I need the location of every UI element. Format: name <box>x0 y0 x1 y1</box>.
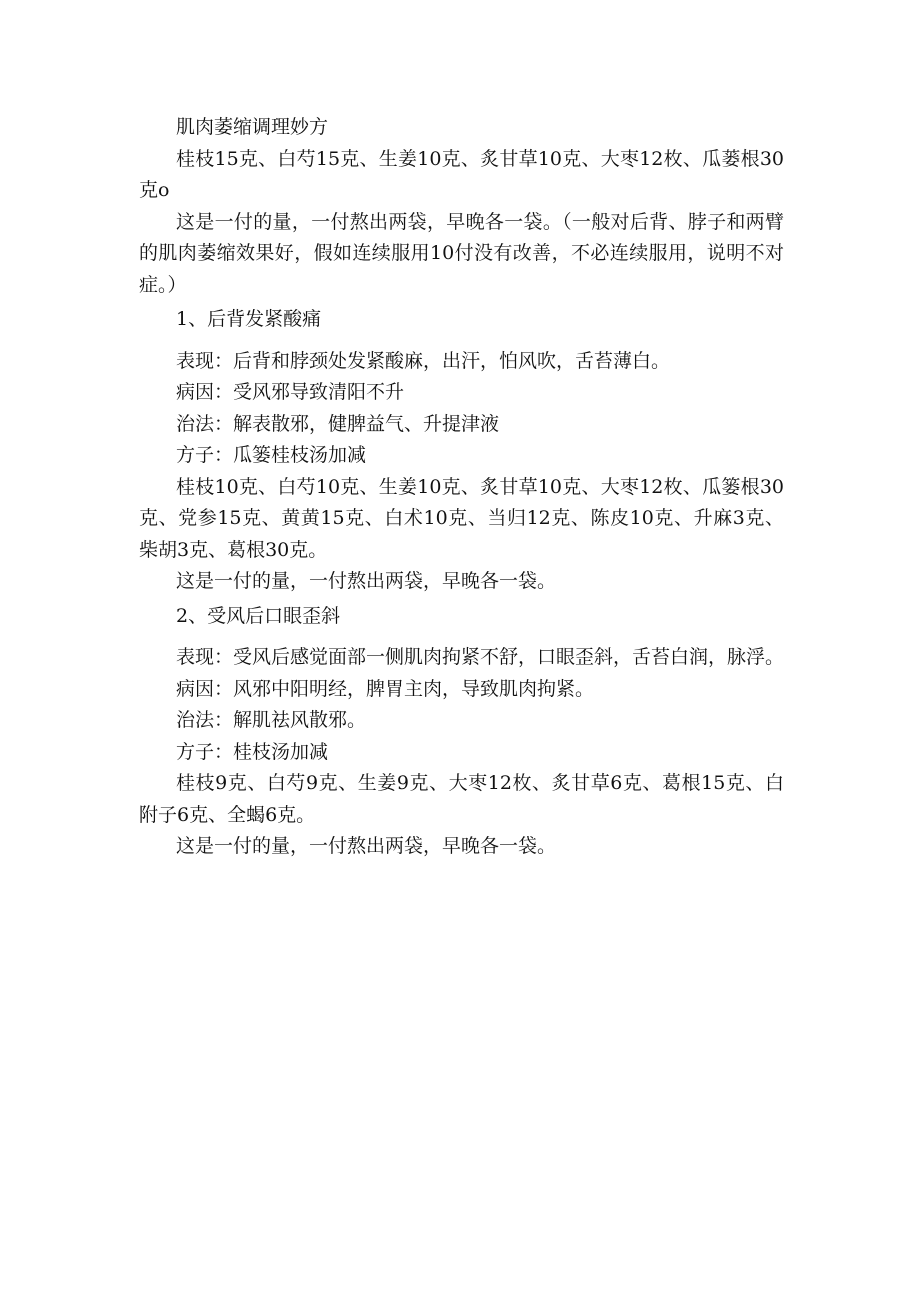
section-1-usage: 这是一付的量，一付熬出两袋，早晚各一袋。 <box>176 570 557 592</box>
intro-recipe: 桂枝15克、白芍15克、生姜10克、炙甘草10克、大枣12枚、瓜蒌根30克o <box>139 147 784 201</box>
section-2-recipe: 桂枝9克、白芍9克、生姜9克、大枣12枚、炙甘草6克、葛根15克、白附子6克、全蝎6克。 <box>139 772 784 826</box>
section-2-formula: 方子：桂枝汤加减 <box>176 740 329 763</box>
section-1-formula: 方子：瓜篓桂枝汤加减 <box>176 444 367 466</box>
section-2-cause: 病因：风邪中阳明经，脾胃主肉，导致肌肉拘紧。 <box>176 677 595 700</box>
section-2-usage: 这是一付的量，一付熬出两袋，早晚各一袋。 <box>176 835 557 857</box>
section-1-heading: 1、后背发紧酸痛 <box>176 308 322 330</box>
section-2-treatment: 治法：解肌祛风散邪。 <box>176 709 367 731</box>
section-2-symptom: 表现：受风后感觉面部一侧肌肉拘紧不舒，口眼歪斜，舌苔白润，脉浮。 <box>176 646 785 668</box>
section-1-recipe: 桂枝10克、白芍10克、生姜10克、炙甘草10克、大枣12枚、瓜篓根30克、党参15克、黄黄15克、白术10克、当归12克、陈皮10克、升麻3克、柴胡3克、葛根30克。 <box>139 475 784 561</box>
intro-usage: 这是一付的量，一付熬出两袋，早晚各一袋。（一般对后背、脖子和两臂的肌肉萎缩效果好，假如连续服用10付没有改善，不必连续服用，说明不对症。） <box>139 210 784 296</box>
section-1-symptom: 表现：后背和脖颈处发紧酸麻，出汗，怕风吹，舌苔薄白。 <box>176 349 671 372</box>
section-1-cause: 病因：受风邪导致清阳不升 <box>176 381 405 403</box>
section-2-heading: 2、受风后口眼歪斜 <box>176 604 341 627</box>
document-title: 肌肉萎缩调理妙方 <box>176 116 329 138</box>
document-body <box>139 112 784 863</box>
section-1-treatment: 治法：解表散邪，健脾益气、升提津液 <box>176 412 500 435</box>
